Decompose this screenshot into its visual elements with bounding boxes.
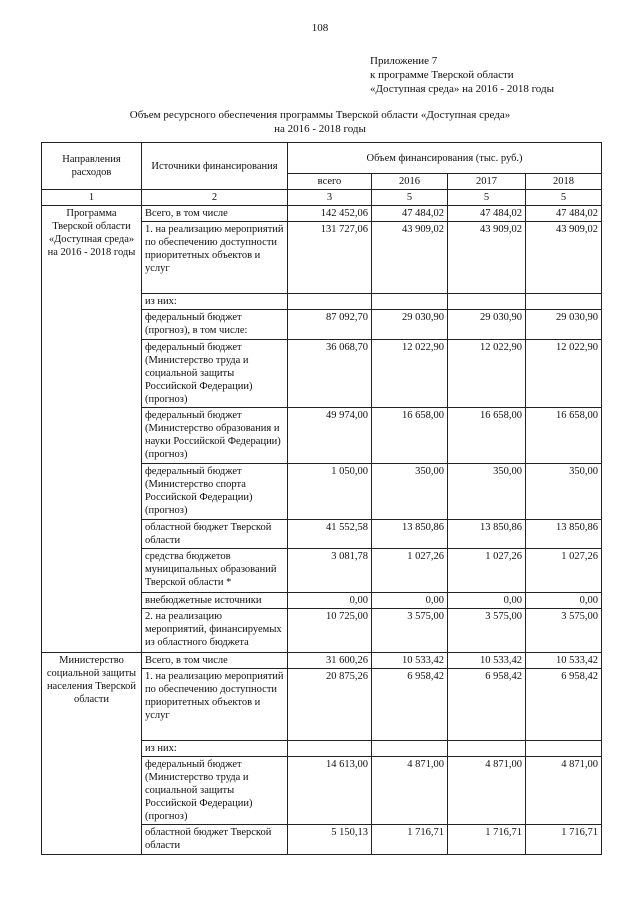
value-2018-cell: 4 871,00	[526, 757, 602, 825]
total-cell: 20 875,26	[288, 669, 372, 741]
value-2018-cell: 0,00	[526, 593, 602, 609]
appendix-line-1: Приложение 7	[370, 55, 438, 67]
source-cell: из них:	[142, 294, 288, 310]
value-2018-cell: 47 484,02	[526, 206, 602, 222]
numbering-cell: 5	[372, 190, 448, 206]
header-2017: 2017	[448, 174, 526, 190]
numbering-cell: 3	[288, 190, 372, 206]
source-cell: федеральный бюджет (Министерство образования и науки Российской Федерации) (прогноз)	[142, 408, 288, 464]
appendix-note	[370, 54, 554, 96]
value-2016-cell: 43 909,02	[372, 222, 448, 294]
total-cell: 1 050,00	[288, 464, 372, 520]
value-2018-cell: 16 658,00	[526, 408, 602, 464]
direction-cell: Программа Тверской области «Доступная среда» на 2016 - 2018 годы	[42, 206, 142, 653]
source-cell: федеральный бюджет (прогноз), в том числе:	[142, 310, 288, 340]
source-cell: Всего, в том числе	[142, 206, 288, 222]
value-2016-cell: 12 022,90	[372, 340, 448, 408]
value-2017-cell: 0,00	[448, 593, 526, 609]
value-2018-cell: 10 533,42	[526, 653, 602, 669]
appendix-line-3: «Доступная среда» на 2016 - 2018 годы	[370, 83, 554, 95]
value-2017-cell: 1 716,71	[448, 825, 526, 855]
numbering-cell: 5	[448, 190, 526, 206]
total-cell: 3 081,78	[288, 549, 372, 593]
value-2017-cell: 47 484,02	[448, 206, 526, 222]
value-2016-cell: 47 484,02	[372, 206, 448, 222]
value-2018-cell: 13 850,86	[526, 520, 602, 549]
header-2018: 2018	[526, 174, 602, 190]
value-2017-cell: 350,00	[448, 464, 526, 520]
source-cell: федеральный бюджет (Министерство труда и социальной защиты Российской Федерации) (прогноз)	[142, 340, 288, 408]
total-cell: 0,00	[288, 593, 372, 609]
source-cell: областной бюджет Тверской области	[142, 520, 288, 549]
value-2017-cell: 16 658,00	[448, 408, 526, 464]
source-cell: 1. на реализацию мероприятий по обеспечению доступности приоритетных объектов и услуг	[142, 222, 288, 294]
table-header-row	[42, 143, 602, 174]
numbering-cell: 5	[526, 190, 602, 206]
source-cell: Всего, в том числе	[142, 653, 288, 669]
value-2018-cell: 43 909,02	[526, 222, 602, 294]
header-volume: Объем финансирования (тыс. руб.)	[288, 143, 602, 174]
value-2018-cell	[526, 741, 602, 757]
header-total: всего	[288, 174, 372, 190]
numbering-cell: 1	[42, 190, 142, 206]
value-2017-cell: 3 575,00	[448, 609, 526, 653]
value-2018-cell: 29 030,90	[526, 310, 602, 340]
value-2016-cell: 1 716,71	[372, 825, 448, 855]
value-2018-cell: 1 716,71	[526, 825, 602, 855]
total-cell: 87 092,70	[288, 310, 372, 340]
value-2017-cell: 43 909,02	[448, 222, 526, 294]
value-2016-cell: 6 958,42	[372, 669, 448, 741]
table-numbering-row	[42, 190, 602, 206]
total-cell: 10 725,00	[288, 609, 372, 653]
value-2018-cell: 350,00	[526, 464, 602, 520]
value-2017-cell: 6 958,42	[448, 669, 526, 741]
source-cell: 1. на реализацию мероприятий по обеспечению доступности приоритетных объектов и услуг	[142, 669, 288, 741]
value-2016-cell: 10 533,42	[372, 653, 448, 669]
value-2017-cell: 10 533,42	[448, 653, 526, 669]
value-2017-cell	[448, 741, 526, 757]
numbering-cell: 2	[142, 190, 288, 206]
value-2017-cell: 29 030,90	[448, 310, 526, 340]
value-2016-cell: 3 575,00	[372, 609, 448, 653]
value-2018-cell: 1 027,26	[526, 549, 602, 593]
value-2017-cell: 1 027,26	[448, 549, 526, 593]
value-2018-cell	[526, 294, 602, 310]
value-2018-cell: 6 958,42	[526, 669, 602, 741]
value-2017-cell	[448, 294, 526, 310]
source-cell: федеральный бюджет (Министерство спорта Российской Федерации) (прогноз)	[142, 464, 288, 520]
source-cell: средства бюджетов муниципальных образований Тверской области *	[142, 549, 288, 593]
header-sources: Источники финансирования	[142, 143, 288, 190]
page-number: 108	[311, 22, 329, 34]
total-cell: 49 974,00	[288, 408, 372, 464]
value-2016-cell: 0,00	[372, 593, 448, 609]
total-cell: 5 150,13	[288, 825, 372, 855]
total-cell: 31 600,26	[288, 653, 372, 669]
source-cell: из них:	[142, 741, 288, 757]
value-2016-cell	[372, 294, 448, 310]
value-2016-cell: 350,00	[372, 464, 448, 520]
source-cell: внебюджетные источники	[142, 593, 288, 609]
value-2016-cell: 1 027,26	[372, 549, 448, 593]
value-2016-cell	[372, 741, 448, 757]
total-cell	[288, 294, 372, 310]
table-row	[42, 653, 602, 669]
funding-table	[41, 142, 602, 855]
value-2018-cell: 3 575,00	[526, 609, 602, 653]
source-cell: областной бюджет Тверской области	[142, 825, 288, 855]
direction-cell: Министерство социальной защиты населения Тверской области	[42, 653, 142, 855]
total-cell: 14 613,00	[288, 757, 372, 825]
value-2016-cell: 13 850,86	[372, 520, 448, 549]
total-cell: 41 552,58	[288, 520, 372, 549]
table-row	[42, 206, 602, 222]
document-title	[0, 108, 640, 136]
value-2017-cell: 4 871,00	[448, 757, 526, 825]
value-2016-cell: 29 030,90	[372, 310, 448, 340]
source-cell: 2. на реализацию мероприятий, финансируемых из областного бюджета	[142, 609, 288, 653]
value-2016-cell: 16 658,00	[372, 408, 448, 464]
appendix-line-2: к программе Тверской области	[370, 69, 514, 81]
source-cell: федеральный бюджет (Министерство труда и социальной защиты Российской Федерации) (прогноз)	[142, 757, 288, 825]
title-line-2: на 2016 - 2018 годы	[274, 123, 366, 135]
header-2016: 2016	[372, 174, 448, 190]
value-2016-cell: 4 871,00	[372, 757, 448, 825]
total-cell: 142 452,06	[288, 206, 372, 222]
total-cell: 131 727,06	[288, 222, 372, 294]
total-cell	[288, 741, 372, 757]
value-2017-cell: 13 850,86	[448, 520, 526, 549]
header-direction: Направления расходов	[42, 143, 142, 190]
total-cell: 36 068,70	[288, 340, 372, 408]
value-2017-cell: 12 022,90	[448, 340, 526, 408]
title-line-1: Объем ресурсного обеспечения программы Тверской области «Доступная среда»	[129, 109, 511, 121]
value-2018-cell: 12 022,90	[526, 340, 602, 408]
